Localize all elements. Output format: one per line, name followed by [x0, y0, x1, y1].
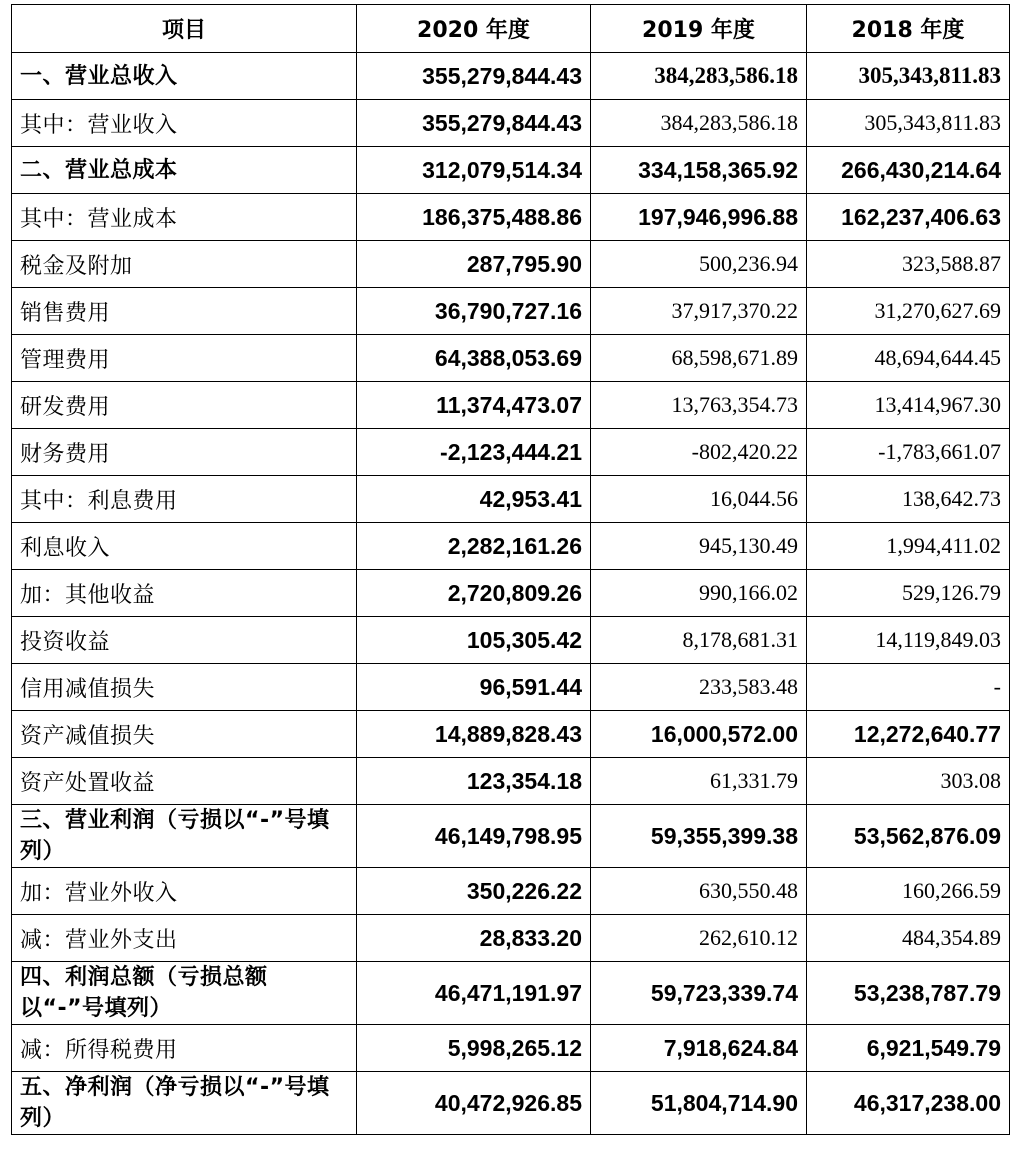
value-2020: 46,149,798.95 [357, 805, 591, 868]
value-2019: 8,178,681.31 [591, 617, 807, 664]
header-2018: 2018 年度 [807, 5, 1010, 53]
value-2019: 59,355,399.38 [591, 805, 807, 868]
value-2020: 105,305.42 [357, 617, 591, 664]
value-2020: 5,998,265.12 [357, 1025, 591, 1072]
header-2019: 2019 年度 [591, 5, 807, 53]
table-row [12, 335, 1010, 382]
value-2019: 13,763,354.73 [591, 382, 807, 429]
value-2019: 384,283,586.18 [591, 100, 807, 147]
value-2020: 186,375,488.86 [357, 194, 591, 241]
table-row [12, 476, 1010, 523]
value-2019: 51,804,714.90 [591, 1072, 807, 1135]
value-2018: 48,694,644.45 [807, 335, 1010, 382]
row-label: 其中：营业收入 [12, 100, 357, 147]
value-2020: 2,282,161.26 [357, 523, 591, 570]
row-label: 减：所得税费用 [12, 1025, 357, 1072]
row-label: 四、利润总额（亏损总额以“-”号填列） [12, 962, 357, 1025]
value-2018: 1,994,411.02 [807, 523, 1010, 570]
table-row [12, 1072, 1010, 1135]
value-2018: 14,119,849.03 [807, 617, 1010, 664]
value-2018: 303.08 [807, 758, 1010, 805]
value-2020: 14,889,828.43 [357, 711, 591, 758]
row-label: 信用减值损失 [12, 664, 357, 711]
value-2020: 64,388,053.69 [357, 335, 591, 382]
value-2019: 59,723,339.74 [591, 962, 807, 1025]
value-2020: 355,279,844.43 [357, 100, 591, 147]
value-2019: 334,158,365.92 [591, 147, 807, 194]
table-row [12, 962, 1010, 1025]
value-2018: 305,343,811.83 [807, 100, 1010, 147]
value-2018: -1,783,661.07 [807, 429, 1010, 476]
value-2019: 68,598,671.89 [591, 335, 807, 382]
header-row [12, 5, 1010, 53]
value-2020: 123,354.18 [357, 758, 591, 805]
value-2019: 384,283,586.18 [591, 53, 807, 100]
value-2018: 162,237,406.63 [807, 194, 1010, 241]
value-2019: 990,166.02 [591, 570, 807, 617]
value-2019: 16,044.56 [591, 476, 807, 523]
value-2018: 13,414,967.30 [807, 382, 1010, 429]
row-label: 资产处置收益 [12, 758, 357, 805]
row-label: 其中：营业成本 [12, 194, 357, 241]
value-2020: 28,833.20 [357, 915, 591, 962]
row-label: 一、营业总收入 [12, 53, 357, 100]
value-2019: 262,610.12 [591, 915, 807, 962]
table-row [12, 805, 1010, 868]
table-row [12, 147, 1010, 194]
table-row [12, 53, 1010, 100]
value-2020: -2,123,444.21 [357, 429, 591, 476]
table-row [12, 868, 1010, 915]
value-2020: 96,591.44 [357, 664, 591, 711]
value-2020: 46,471,191.97 [357, 962, 591, 1025]
row-label: 财务费用 [12, 429, 357, 476]
value-2020: 355,279,844.43 [357, 53, 591, 100]
value-2018: 46,317,238.00 [807, 1072, 1010, 1135]
value-2018: 53,238,787.79 [807, 962, 1010, 1025]
value-2020: 312,079,514.34 [357, 147, 591, 194]
value-2018: 160,266.59 [807, 868, 1010, 915]
value-2020: 36,790,727.16 [357, 288, 591, 335]
table-row [12, 758, 1010, 805]
value-2018: 12,272,640.77 [807, 711, 1010, 758]
row-label: 三、营业利润（亏损以“-”号填列） [12, 805, 357, 868]
income-statement-table [11, 4, 1010, 1135]
table-row [12, 570, 1010, 617]
value-2018: - [807, 664, 1010, 711]
table-row [12, 664, 1010, 711]
row-label: 五、净利润（净亏损以“-”号填列） [12, 1072, 357, 1135]
value-2019: 945,130.49 [591, 523, 807, 570]
value-2019: 7,918,624.84 [591, 1025, 807, 1072]
value-2018: 31,270,627.69 [807, 288, 1010, 335]
table-row [12, 100, 1010, 147]
value-2020: 287,795.90 [357, 241, 591, 288]
row-label: 投资收益 [12, 617, 357, 664]
value-2019: 37,917,370.22 [591, 288, 807, 335]
table-row [12, 523, 1010, 570]
value-2018: 323,588.87 [807, 241, 1010, 288]
value-2018: 6,921,549.79 [807, 1025, 1010, 1072]
row-label: 资产减值损失 [12, 711, 357, 758]
header-2020: 2020 年度 [357, 5, 591, 53]
row-label: 加：其他收益 [12, 570, 357, 617]
table-row [12, 915, 1010, 962]
row-label: 销售费用 [12, 288, 357, 335]
table-row [12, 711, 1010, 758]
value-2020: 350,226.22 [357, 868, 591, 915]
value-2019: 61,331.79 [591, 758, 807, 805]
value-2018: 266,430,214.64 [807, 147, 1010, 194]
value-2020: 42,953.41 [357, 476, 591, 523]
row-label: 税金及附加 [12, 241, 357, 288]
table-row [12, 617, 1010, 664]
value-2020: 40,472,926.85 [357, 1072, 591, 1135]
value-2019: 500,236.94 [591, 241, 807, 288]
row-label: 加：营业外收入 [12, 868, 357, 915]
table-row [12, 288, 1010, 335]
value-2018: 138,642.73 [807, 476, 1010, 523]
value-2019: -802,420.22 [591, 429, 807, 476]
table-row [12, 1025, 1010, 1072]
row-label: 其中：利息费用 [12, 476, 357, 523]
header-item: 项目 [12, 5, 357, 53]
value-2019: 630,550.48 [591, 868, 807, 915]
row-label: 利息收入 [12, 523, 357, 570]
value-2020: 11,374,473.07 [357, 382, 591, 429]
value-2019: 16,000,572.00 [591, 711, 807, 758]
row-label: 管理费用 [12, 335, 357, 382]
table-row [12, 429, 1010, 476]
value-2018: 305,343,811.83 [807, 53, 1010, 100]
table-row [12, 382, 1010, 429]
value-2018: 53,562,876.09 [807, 805, 1010, 868]
table-row [12, 241, 1010, 288]
value-2018: 529,126.79 [807, 570, 1010, 617]
value-2019: 233,583.48 [591, 664, 807, 711]
row-label: 减：营业外支出 [12, 915, 357, 962]
value-2018: 484,354.89 [807, 915, 1010, 962]
value-2020: 2,720,809.26 [357, 570, 591, 617]
value-2019: 197,946,996.88 [591, 194, 807, 241]
table-row [12, 194, 1010, 241]
row-label: 二、营业总成本 [12, 147, 357, 194]
row-label: 研发费用 [12, 382, 357, 429]
